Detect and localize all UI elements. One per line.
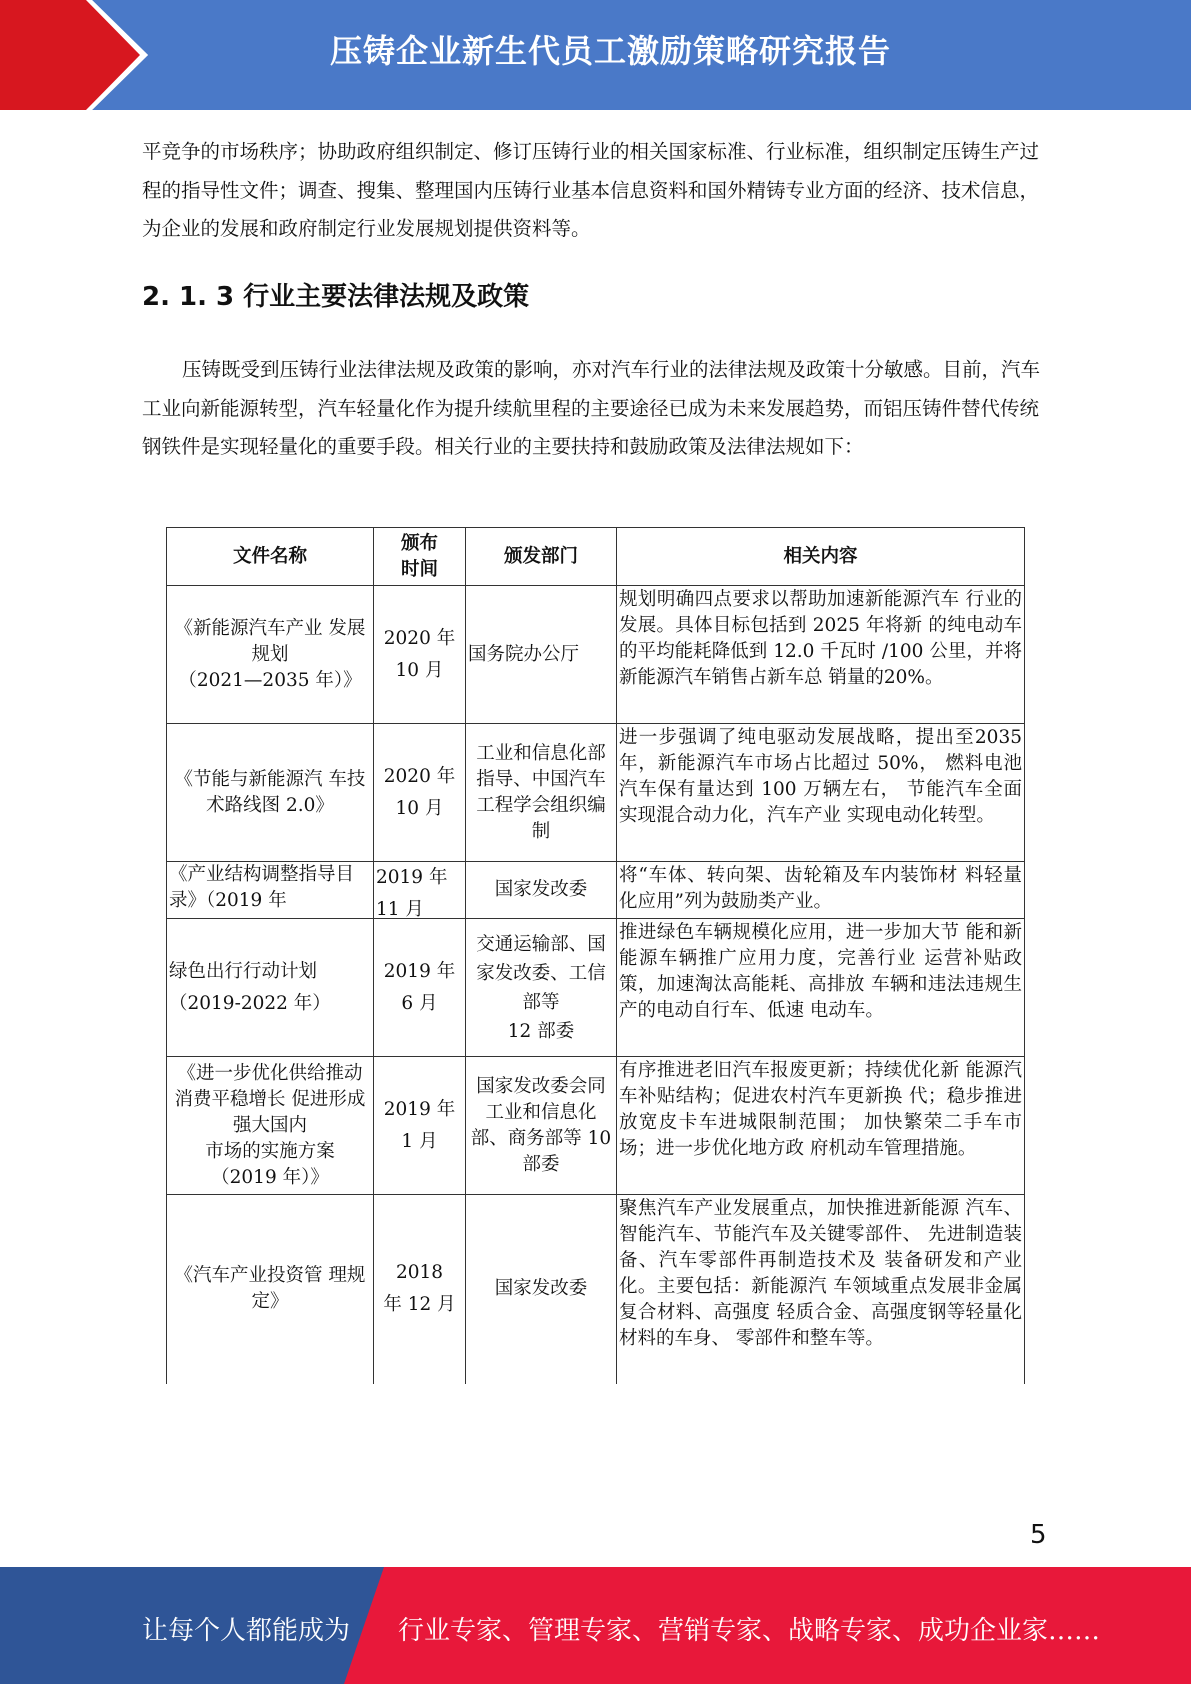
- cell-date-clip: 2019 年 11 月: [376, 867, 448, 917]
- cell-content: 聚焦汽车产业发展重点，加快推进新能源 汽车、智能汽车、节能汽车及关键零部件、 先进制造装备、汽车零部件再制造技术及 装备研发和产业化。主要包括：新能源汽 车领域重点发展非金属复合材料、高强度 轻质合金、高强度钢等轻量化材料的车身、 零部件和整车等。: [617, 1195, 1025, 1384]
- table-row: [167, 586, 1025, 724]
- cell-content: 规划明确四点要求以帮助加速新能源汽车 行业的发展。具体目标包括到 2025 年将新 的纯电动车的平均能耗降低到 12.0 千瓦时 /100 公里，并将新能源汽车销售占新车总 销量的20%。: [617, 586, 1025, 724]
- paragraph-intro: 压铸既受到压铸行业法律法规及政策的影响，亦对汽车行业的法律法规及政策十分敏感。目前，汽车工业向新能源转型，汽车轻量化作为提升续航里程的主要途径已成为未来发展趋势，而铝压铸件替代传统钢铁件是实现轻量化的重要手段。相关行业的主要扶持和鼓励政策及法律法规如下：: [142, 358, 1041, 458]
- cell-dept: 交通运输部、国家发改委、工信部等 12 部委: [466, 919, 617, 1057]
- cell-name: 绿色出行行动计划 （2019-2022 年）: [167, 919, 374, 1057]
- cell-name: 《新能源汽车产业 发展规划 （2021—2035 年）》: [167, 586, 374, 724]
- header-content: 相关内容: [617, 528, 1025, 586]
- page-number: 5: [1030, 1520, 1047, 1550]
- table-row: [167, 862, 1025, 919]
- cell-content: 进一步强调了纯电驱动发展战略，提出至2035 年，新能源汽车市场占比超过 50%， 燃料电池汽车保有量达到 100 万辆左右， 节能汽车全面实现混合动力化，汽车产业 实现电动化转型。: [617, 724, 1025, 862]
- cell-dept: 国家发改委: [466, 1195, 617, 1384]
- cell-name: 《产业结构调整指导目录》（2019 年: [167, 862, 374, 919]
- section-heading: 2. 1. 3 行业主要法律法规及政策: [142, 282, 530, 312]
- header-document-name: 文件名称: [167, 528, 374, 586]
- cell-date: 2018 年 12 月: [374, 1195, 466, 1384]
- cell-dept: 国家发改委: [466, 862, 617, 919]
- cell-name: 《进一步优化供给推动消费平稳增长 促进形成强大国内 市场的实施方案 （2019 年）》: [167, 1057, 374, 1195]
- table-row: [167, 724, 1025, 862]
- cell-dept: 国家发改委会同工业和信息化部、商务部等 10 部委: [466, 1057, 617, 1195]
- cell-dept: 国务院办公厅: [466, 586, 617, 724]
- footer-slogan-right: 行业专家、管理专家、营销专家、战略专家、成功企业家……: [398, 1616, 1101, 1646]
- cell-date: 2019 年 1 月: [374, 1057, 466, 1195]
- footer-slogan-left: 让每个人都能成为: [142, 1616, 351, 1646]
- paragraph-continuation: 平竞争的市场秩序；协助政府组织制定、修订压铸行业的相关国家标准、行业标准，组织制定压铸生产过程的指导性文件；调查、搜集、整理国内压铸行业基本信息资料和国外精铸专业方面的经济、技术信息，为企业的发展和政府制定行业发展规划提供资料等。: [142, 140, 1040, 240]
- page-header: [0, 0, 1191, 110]
- cell-dept: 工业和信息化部指导、中国汽车工程学会组织编制: [466, 724, 617, 862]
- cell-date: 2019 年 6 月: [374, 919, 466, 1057]
- cell-content: 将“车体、转向架、齿轮箱及车内装饰材 料轻量化应用”列为鼓励类产业。: [617, 862, 1025, 919]
- cell-content: 推进绿色车辆规模化应用，进一步加大节 能和新能源车辆推广应用力度，完善行业 运营补贴政策，加速淘汰高能耗、高排放 车辆和违法违规生产的电动自行车、低速 电动车。: [617, 919, 1025, 1057]
- header-date: [374, 528, 466, 586]
- table-row: [167, 1057, 1025, 1195]
- header-date-text: 颁布 时间: [400, 532, 438, 580]
- cell-date: 2020 年 10 月: [374, 586, 466, 724]
- page-footer: [0, 1567, 1191, 1684]
- table-row: [167, 919, 1025, 1057]
- cell-date: 2020 年 10 月: [374, 724, 466, 862]
- cell-name: 《节能与新能源汽 车技术路线图 2.0》: [167, 724, 374, 862]
- table-row: [167, 1195, 1025, 1384]
- cell-name: 《汽车产业投资管 理规定》: [167, 1195, 374, 1384]
- header-title: 压铸企业新生代员工激励策略研究报告: [330, 32, 892, 70]
- table-header-row: [167, 528, 1025, 586]
- policy-table: [166, 527, 1024, 1382]
- header-department: 颁发部门: [466, 528, 617, 586]
- cell-date: [374, 862, 466, 919]
- cell-content: 有序推进老旧汽车报废更新；持续优化新 能源汽车补贴结构；促进农村汽车更新换 代；稳步推进放宽皮卡车进城限制范围； 加快繁荣二手车市场；进一步优化地方政 府机动车管理措施。: [617, 1057, 1025, 1195]
